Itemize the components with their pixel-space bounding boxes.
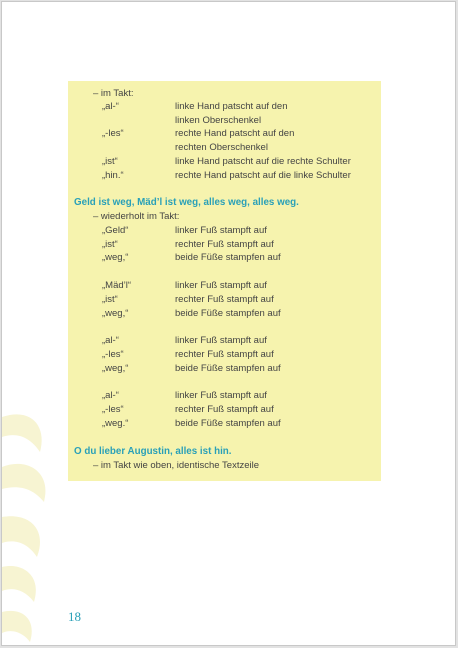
section2-intro: – wiederholt im Takt: bbox=[93, 211, 180, 222]
lyric-syllable: „Mäd’l“ bbox=[102, 280, 132, 292]
lyric-syllable: „weg,“ bbox=[102, 307, 129, 319]
gesture-description: rechter Fuß stampft auf bbox=[175, 348, 274, 360]
lyric-syllable: „-les“ bbox=[102, 404, 124, 415]
lyric-syllable: „al-“ bbox=[102, 390, 119, 402]
section3-intro: – im Takt wie oben, identische Textzeile bbox=[93, 460, 259, 471]
lyric-syllable: „al-“ bbox=[102, 335, 119, 347]
gesture-description: beide Füße stampfen auf bbox=[175, 362, 281, 374]
lyric-syllable: „-les“ bbox=[102, 128, 124, 140]
lyric-syllable: „weg,“ bbox=[102, 362, 129, 374]
gesture-description: beide Füße stampfen auf bbox=[175, 307, 281, 319]
gesture-description: rechter Fuß stampft auf bbox=[175, 293, 274, 305]
gesture-description: rechter Fuß stampft auf bbox=[175, 238, 274, 250]
gesture-description: rechten Oberschenkel bbox=[175, 142, 268, 154]
section3-heading: O du lieber Augustin, alles ist hin. bbox=[74, 446, 232, 457]
page bbox=[1, 1, 456, 646]
lyric-syllable: „ist“ bbox=[102, 293, 118, 305]
section1-intro: – im Takt: bbox=[93, 88, 134, 99]
gesture-description: linker Fuß stampft auf bbox=[175, 280, 267, 292]
gesture-description: linker Fuß stampft auf bbox=[175, 335, 267, 347]
gesture-description: rechte Hand patscht auf die linke Schulter bbox=[175, 169, 351, 181]
lyric-syllable: „hin.“ bbox=[102, 169, 124, 181]
floral-ornament bbox=[2, 397, 62, 646]
gesture-description: linker Fuß stampft auf bbox=[175, 225, 267, 236]
gesture-description: rechter Fuß stampft auf bbox=[175, 404, 274, 415]
gesture-description: beide Füße stampfen auf bbox=[175, 417, 281, 429]
gesture-description: linke Hand patscht auf die rechte Schulter bbox=[175, 155, 351, 167]
gesture-description: linke Hand patscht auf den bbox=[175, 101, 288, 112]
lyric-syllable: „ist“ bbox=[102, 238, 118, 250]
gesture-description: linken Oberschenkel bbox=[175, 114, 262, 126]
gesture-description: beide Füße stampfen auf bbox=[175, 252, 281, 264]
gesture-description: rechte Hand patscht auf den bbox=[175, 128, 295, 140]
lyric-syllable: „-les“ bbox=[102, 348, 124, 360]
lyric-syllable: „ist“ bbox=[102, 155, 118, 167]
lyric-syllable: „al-“ bbox=[102, 101, 119, 112]
lyric-syllable: „weg,“ bbox=[102, 252, 129, 264]
gesture-description: linker Fuß stampft auf bbox=[175, 390, 267, 402]
lyric-syllable: „Geld“ bbox=[102, 225, 129, 236]
lyric-syllable: „weg.“ bbox=[102, 417, 129, 429]
section2-heading: Geld ist weg, Mäd’l ist weg, alles weg, alles weg. bbox=[74, 197, 299, 208]
page-number: 18 bbox=[68, 609, 81, 624]
